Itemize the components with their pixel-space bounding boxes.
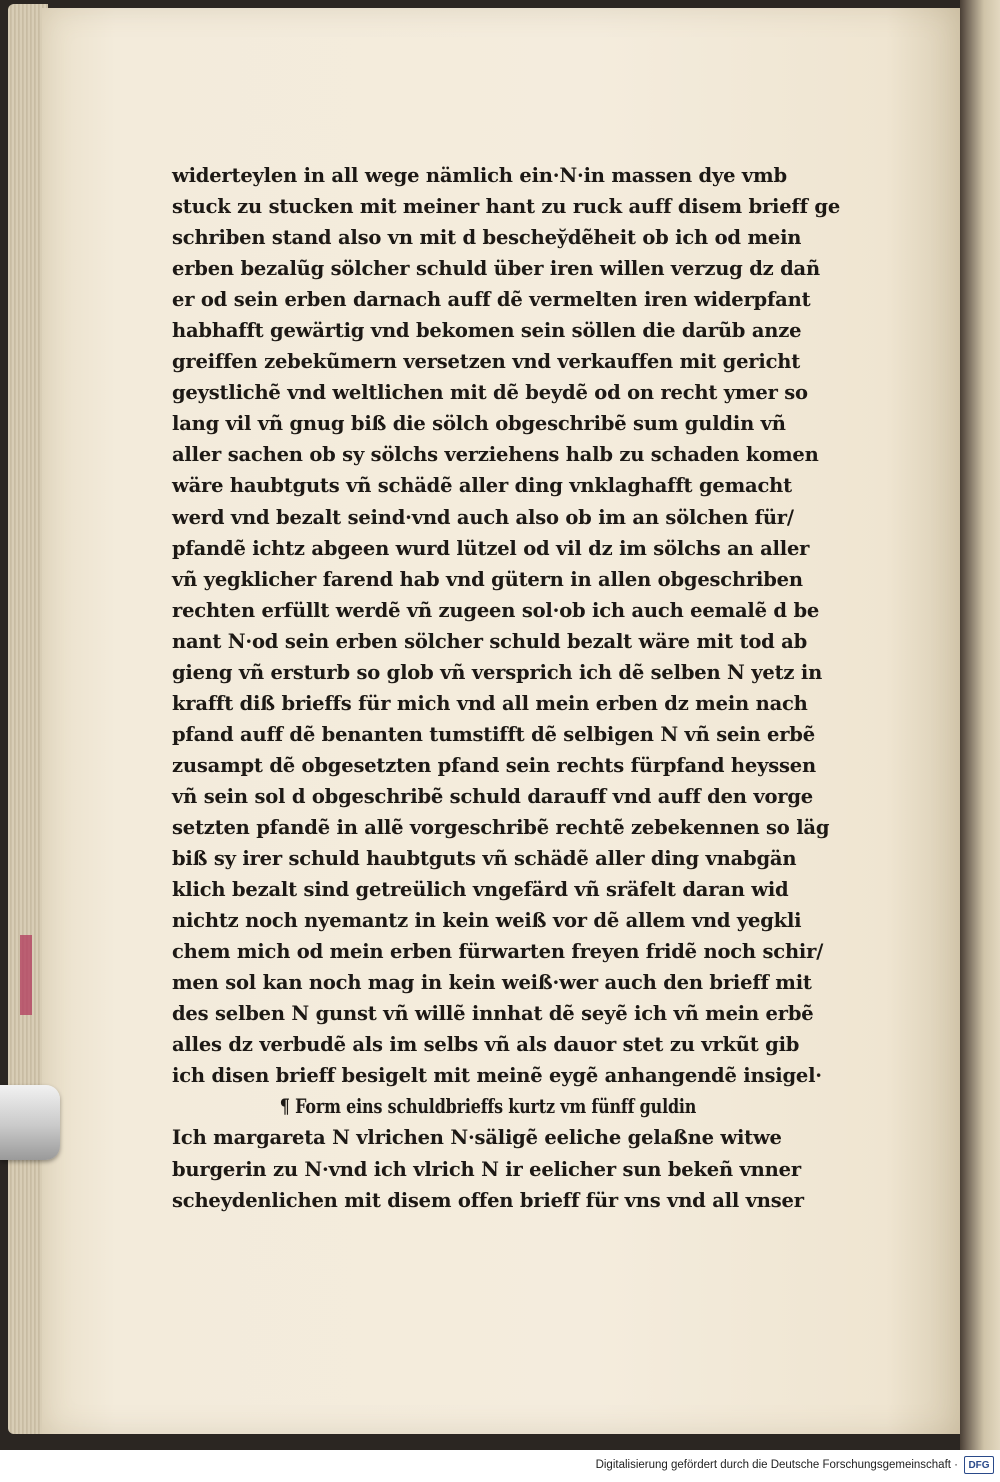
bookmark-ribbon: [20, 935, 32, 1015]
text-line: vñ yegklicher farend hab vnd gütern in allen obgeschriben: [172, 567, 803, 591]
digitization-credit: Digitalisierung gefördert durch die Deutsche Forschungsgemeinschaft ·: [595, 1459, 958, 1471]
text-line: zusampt dẽ obgesetzten pfand sein rechts fürpfand heyssen: [172, 753, 816, 777]
text-line: stuck zu stucken mit meiner hant zu ruck auff disem brieff ge: [172, 195, 841, 219]
text-line: Ich margareta N vlrichen N·säligẽ eeliche gelaßne witwe: [172, 1126, 782, 1150]
text-line: setzten pfandẽ in allẽ vorgeschribẽ rechtẽ zebekennen so läg: [172, 815, 830, 839]
text-line: alles dz verbudẽ als im selbs vñ als dauor stet zu vrkũt gib: [172, 1033, 800, 1057]
text-line: rechten erfüllt werdẽ vñ zugeen sol·ob ich auch eemalẽ d be: [172, 598, 820, 622]
text-line: vñ sein sol d obgeschribẽ schuld darauff vnd auff den vorge: [172, 784, 814, 808]
text-line: men sol kan noch mag in kein weiß·wer auch den brieff mit: [172, 971, 812, 995]
text-line: krafft diß brieffs für mich vnd all mein erben dz mein nach: [172, 691, 808, 715]
text-line: nant N·od sein erben sölcher schuld bezalt wäre mit tod ab: [172, 629, 808, 653]
text-line: werd vnd bezalt seind·vnd auch also ob im an sölchen für/: [172, 505, 794, 529]
text-line: widerteylen in all wege nämlich ein·N·in massen dye vmb: [172, 164, 787, 187]
page-clip: [0, 1085, 60, 1160]
text-line: pfand auff dẽ benanten tumstifft dẽ selbigen N vñ sein erbẽ: [172, 722, 815, 746]
facing-page-edge: [960, 0, 1000, 1450]
text-line: erben bezalũg sölcher schuld über iren willen verzug dz dañ: [172, 257, 820, 281]
text-block: [172, 160, 892, 1216]
text-line: scheydenlichen mit disem offen brieff für vns vnd all vnser: [172, 1188, 804, 1212]
text-line: burgerin zu N·vnd ich vlrich N ir eelicher sun bekeñ vnner: [172, 1157, 801, 1181]
dfg-logo: DFG: [964, 1456, 994, 1474]
text-line: klich bezalt sind getreülich vngefärd vñ sräfelt daran wid: [172, 878, 789, 902]
text-line: pfandẽ ichtz abgeen wurd lützel od vil dz im sölchs an aller: [172, 536, 810, 560]
text-line: schriben stand also vn mit d beschey̆dẽheit ob ich od mein: [172, 226, 802, 250]
text-line: gieng vñ ersturb so glob vñ versprich ich dẽ selben N yetz in: [172, 660, 823, 684]
text-line: wäre haubtguts vñ schädẽ aller ding vnklaghafft gemacht: [172, 474, 792, 498]
text-line: aller sachen ob sy sölchs verziehens halb zu schaden komen: [172, 443, 819, 467]
text-line: ich disen brieff besigelt mit meinẽ eygẽ anhangendẽ insigel·: [172, 1064, 822, 1088]
text-line: habhafft gewärtig vnd bekomen sein söllen die darũb anze: [172, 319, 802, 343]
text-line: lang vil vñ gnug biß die sölch obgeschribẽ sum guldin vñ: [172, 412, 786, 436]
text-line: chem mich od mein erben fürwarten freyen fridẽ noch schir/: [172, 940, 824, 964]
section-heading: ¶ Form eins schuldbrieffs kurtz vm fünff guldin: [279, 1095, 697, 1119]
text-line: er od sein erben darnach auff dẽ vermelten iren widerpfant: [172, 288, 811, 312]
text-line: geystlichẽ vnd weltlichen mit dẽ beydẽ od on recht ymer so: [172, 381, 808, 405]
text-line: biß sy irer schuld haubtguts vñ schädẽ aller ding vnabgän: [172, 847, 797, 871]
text-line: des selben N gunst vñ willẽ innhat dẽ seyẽ ich vñ mein erbẽ: [172, 1002, 814, 1026]
text-line: nichtz noch nyemantz in kein weiß vor dẽ allem vnd yegkli: [172, 909, 802, 933]
text-line: greiffen zebekũmern versetzen vnd verkauffen mit gericht: [172, 350, 801, 374]
